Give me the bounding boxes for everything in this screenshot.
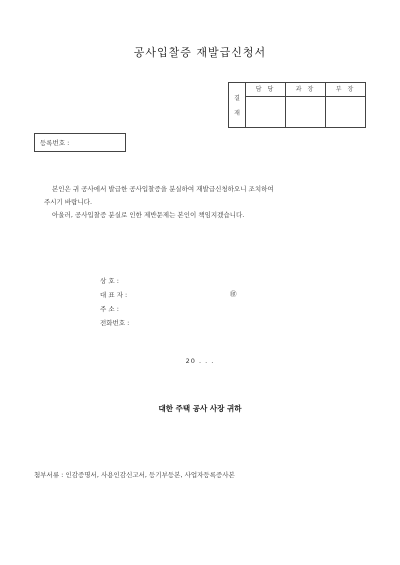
- approval-header: 부 장: [326, 83, 365, 97]
- field-address: 주 소 :: [100, 305, 119, 313]
- registration-number-label: 등록번호 :: [40, 139, 70, 147]
- approval-header: 과 장: [286, 83, 325, 97]
- approval-column-department-head: [326, 83, 365, 127]
- field-representative: 대 표 자 :: [100, 291, 128, 299]
- addressee: 대한 주택 공사 사장 귀하: [158, 404, 242, 413]
- approval-box: [228, 82, 366, 128]
- body-line-1: 본인은 귀 공사에서 발급한 공사입찰증을 분실하여 재발급신청하오니 조치하여: [52, 185, 274, 193]
- approval-side-label: [229, 83, 246, 127]
- document-title: 공사입찰증 재발급신청서: [133, 46, 267, 59]
- approval-column-staff: [246, 83, 286, 127]
- registration-number-box: [34, 133, 126, 152]
- approval-side-bottom: 재: [234, 110, 240, 117]
- seal-mark: ㊞: [230, 290, 237, 298]
- approval-column-section-chief: [286, 83, 326, 127]
- field-phone: 전화번호 :: [100, 319, 130, 327]
- body-line-2: 주시기 바랍니다.: [44, 198, 93, 206]
- approval-side-top: 결: [234, 95, 240, 102]
- approval-header: 담 당: [246, 83, 285, 97]
- body-line-3: 아울러, 공사입찰증 분실로 인한 제반문제는 본인이 책임지겠습니다.: [52, 211, 245, 219]
- field-company: 상 호 :: [100, 277, 119, 285]
- attachments-line: 첨부서류 : 인감증명서, 사용인감신고서, 등기부등본, 사업자등록증사본: [34, 471, 235, 479]
- date-line: 20 . . .: [185, 357, 215, 365]
